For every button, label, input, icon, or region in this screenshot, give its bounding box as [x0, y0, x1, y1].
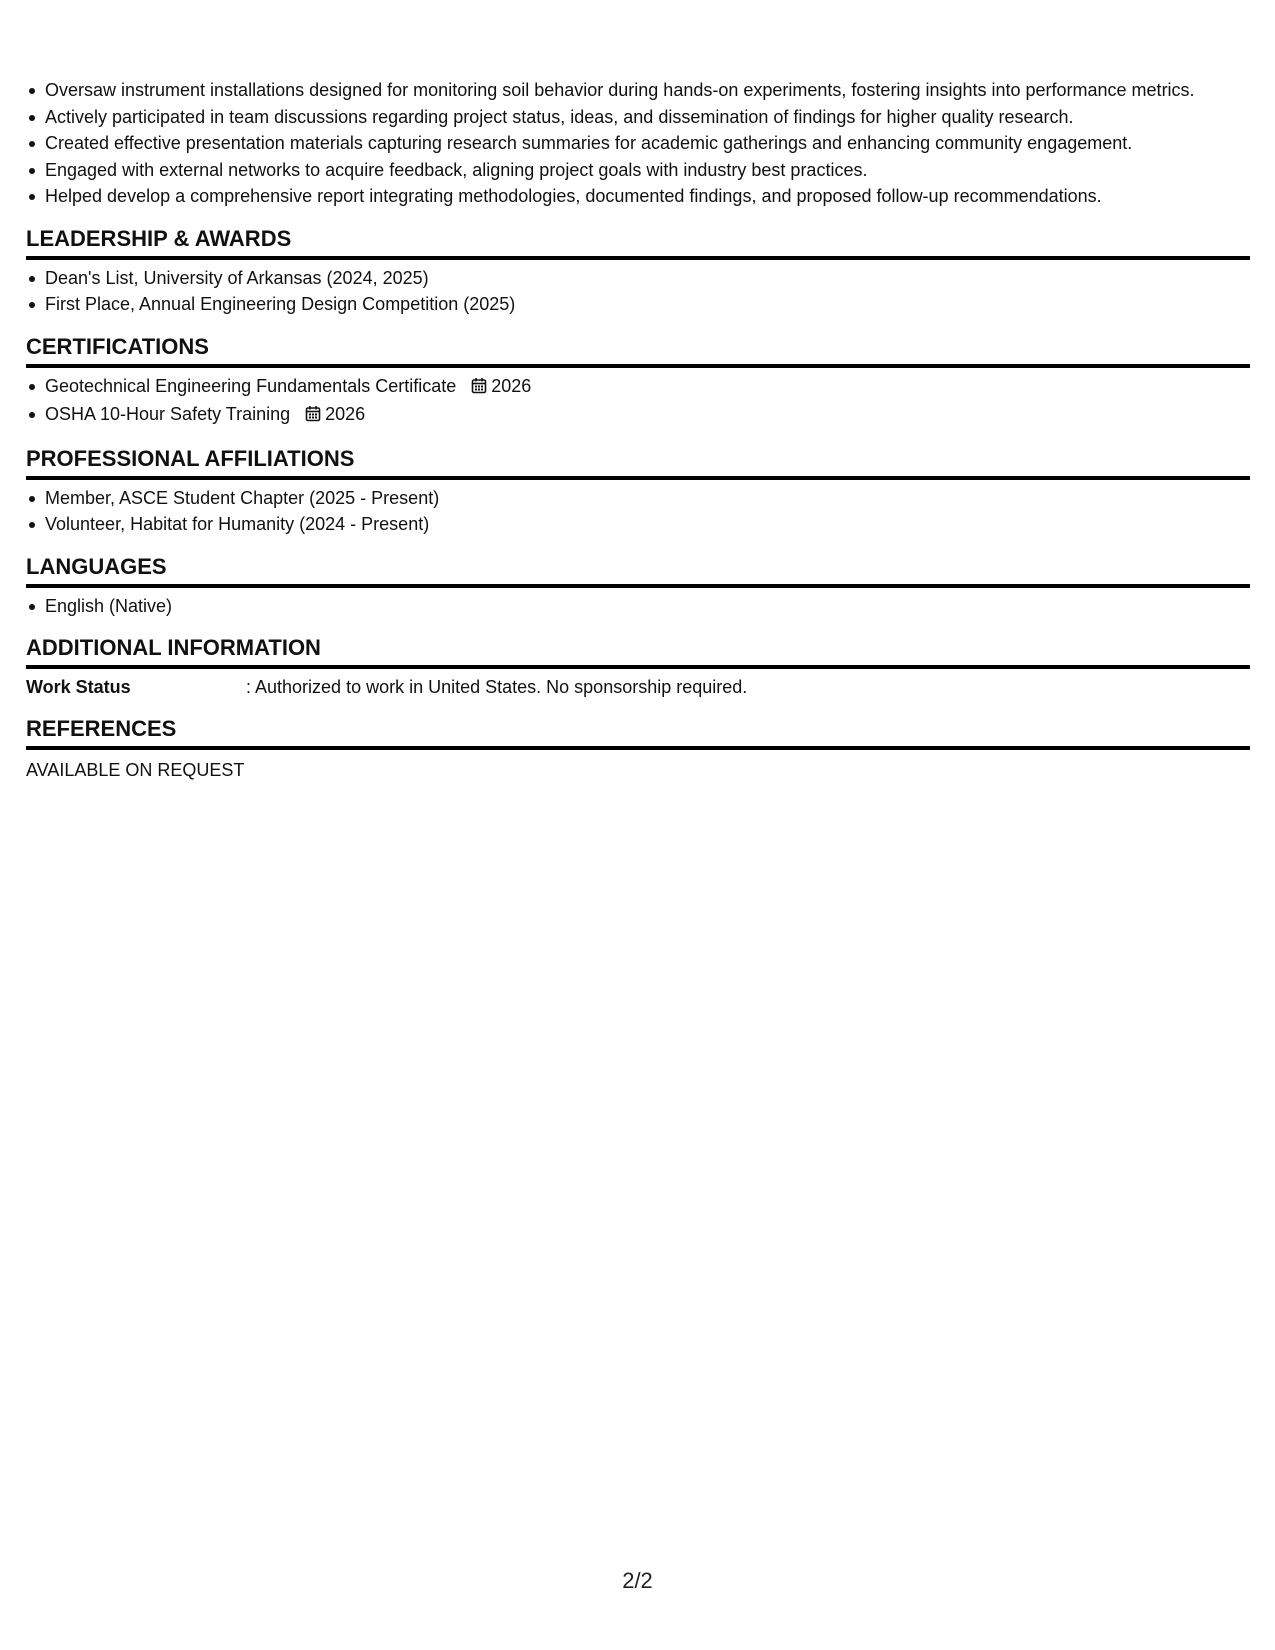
references-text: AVAILABLE ON REQUEST: [26, 760, 245, 780]
page-number: 2/2: [622, 1568, 653, 1593]
section-title: LEADERSHIP & AWARDS: [26, 225, 1250, 260]
calendar-icon: [471, 376, 487, 401]
resume-page: [26, 78, 1250, 782]
work-status-value: : Authorized to work in United States. No sponsorship required.: [246, 677, 748, 697]
leadership-section: [26, 225, 1250, 317]
languages-section: [26, 553, 1250, 619]
certifications-section: [26, 333, 1250, 429]
section-title: REFERENCES: [26, 715, 1250, 750]
section-title: PROFESSIONAL AFFILIATIONS: [26, 445, 1250, 480]
certifications-list: [26, 374, 1250, 429]
work-status-row: [26, 675, 1250, 699]
work-status-label: Work Status: [26, 677, 131, 697]
references-section: [26, 715, 1250, 782]
certification-year: 2026: [325, 404, 366, 424]
certification-name: Geotechnical Engineering Fundamentals Certificate: [45, 375, 457, 396]
list-item: English (Native): [26, 594, 1250, 619]
list-item: Helped develop a comprehensive report integrating methodologies, documented findings, and proposed follow-up recommendations.: [26, 184, 1250, 209]
list-item: [26, 374, 1250, 401]
calendar-icon: [305, 404, 321, 429]
additional-info-section: [26, 634, 1250, 699]
list-item: Actively participated in team discussions regarding project status, ideas, and dissemination of findings for higher quality research.: [26, 105, 1250, 130]
list-item: Dean's List, University of Arkansas (2024, 2025): [26, 266, 1250, 291]
leadership-list: [26, 266, 1250, 317]
languages-list: [26, 594, 1250, 619]
affiliations-list: [26, 486, 1250, 537]
section-title: ADDITIONAL INFORMATION: [26, 634, 1250, 669]
certification-name: OSHA 10-Hour Safety Training: [45, 404, 291, 424]
list-item: Volunteer, Habitat for Humanity (2024 - Present): [26, 512, 1250, 537]
certification-year: 2026: [491, 375, 532, 396]
list-item: [26, 402, 1250, 429]
experience-bullet-list: [26, 78, 1250, 209]
affiliations-section: [26, 445, 1250, 537]
list-item: First Place, Annual Engineering Design Competition (2025): [26, 292, 1250, 317]
list-item: Engaged with external networks to acquire feedback, aligning project goals with industry best practices.: [26, 158, 1250, 183]
section-title: LANGUAGES: [26, 553, 1250, 588]
list-item: Oversaw instrument installations designed for monitoring soil behavior during hands-on experiments, fostering insights into performance metrics.: [26, 78, 1250, 103]
section-title: CERTIFICATIONS: [26, 333, 1250, 368]
list-item: Member, ASCE Student Chapter (2025 - Present): [26, 486, 1250, 511]
list-item: Created effective presentation materials capturing research summaries for academic gatherings and enhancing community engagement.: [26, 131, 1250, 156]
